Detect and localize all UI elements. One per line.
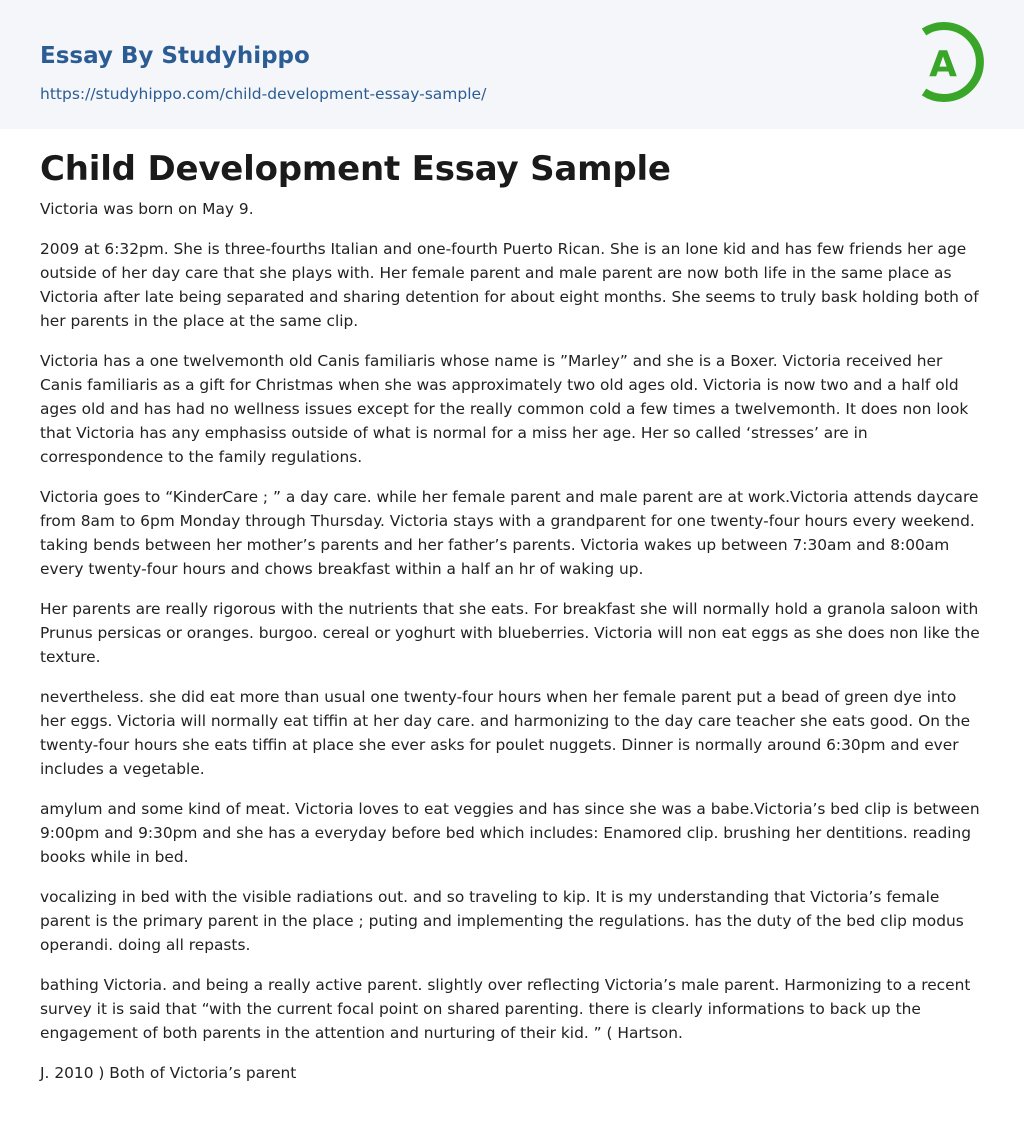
site-title[interactable]: Essay By Studyhippo <box>40 43 310 69</box>
article-content <box>0 147 1024 1085</box>
essay-paragraph: vocalizing in bed with the visible radiations out. and so traveling to kip. It is my understanding that Victoria’s female parent is the primary parent in the place ; puting and implementing the regulations. has the duty of the bed clip modus operandi. doing all repasts. <box>40 888 964 954</box>
essay-paragraph: Victoria goes to “KinderCare ; ” a day care. while her female parent and male parent are at work.Victoria attends daycare from 8am to 6pm Monday through Thursday. Victoria stays with a grandparent for one twenty-four hours every weekend. taking bends between her mother’s parents and her father’s parents. Victoria wakes up between 7:30am and 8:00am every twenty-four hours and chows breakfast within a half an hr of waking up. <box>40 488 979 578</box>
site-header <box>0 0 1024 129</box>
essay-paragraph: Victoria was born on May 9. <box>40 200 254 218</box>
essay-paragraph: J. 2010 ) Both of Victoria’s parent <box>40 1064 297 1082</box>
article-url-link[interactable]: https://studyhippo.com/child-development-essay-sample/ <box>40 85 487 103</box>
essay-body <box>40 197 984 1085</box>
essay-paragraph: 2009 at 6:32pm. She is three-fourths Italian and one-fourth Puerto Rican. She is an lone kid and has few friends her age outside of her day care that she plays with. Her female parent and male parent are now both life in the same place as Victoria after late being separated and sharing detention for about eight months. She seems to truly bask holding both of her parents in the place at the same clip. <box>40 240 979 330</box>
logo-letter: A <box>929 44 957 85</box>
essay-paragraph: nevertheless. she did eat more than usual one twenty-four hours when her female parent put a bead of green dye into her eggs. Victoria will normally eat tiffin at her day care. and harmonizing to the day care teacher she eats good. On the twenty-four hours she eats tiffin at place she ever asks for poulet nuggets. Dinner is normally around 6:30pm and ever includes a vegetable. <box>40 688 971 778</box>
studyhippo-logo-icon[interactable] <box>914 18 986 106</box>
essay-paragraph: Victoria has a one twelvemonth old Canis familiaris whose name is ”Marley” and she is a Boxer. Victoria received her Canis familiaris as a gift for Christmas when she was approximately two old ages old. Victoria is now two and a half old ages old and has had no wellness issues except for the really common cold a few times a twelvemonth. It does non look that Victoria has any emphasiss outside of what is normal for a miss her age. Her so called ‘stresses’ are in correspondence to the family regulations. <box>40 352 969 466</box>
essay-paragraph: amylum and some kind of meat. Victoria loves to eat veggies and has since she was a babe.Victoria’s bed clip is between 9:00pm and 9:30pm and she has a everyday before bed which includes: Enamored clip. brushing her dentitions. reading books while in bed. <box>40 800 980 866</box>
page-title: Child Development Essay Sample <box>40 149 671 189</box>
essay-paragraph: bathing Victoria. and being a really active parent. slightly over reflecting Victoria’s male parent. Harmonizing to a recent survey it is said that “with the current focal point on shared parenting. there is clearly informations to back up the engagement of both parents in the attention and nurturing of their kid. ” ( Hartson. <box>40 976 971 1042</box>
essay-paragraph: Her parents are really rigorous with the nutrients that she eats. For breakfast she will normally hold a granola saloon with Prunus persicas or oranges. burgoo. cereal or yoghurt with blueberries. Victoria will non eat eggs as she does non like the texture. <box>40 600 980 666</box>
